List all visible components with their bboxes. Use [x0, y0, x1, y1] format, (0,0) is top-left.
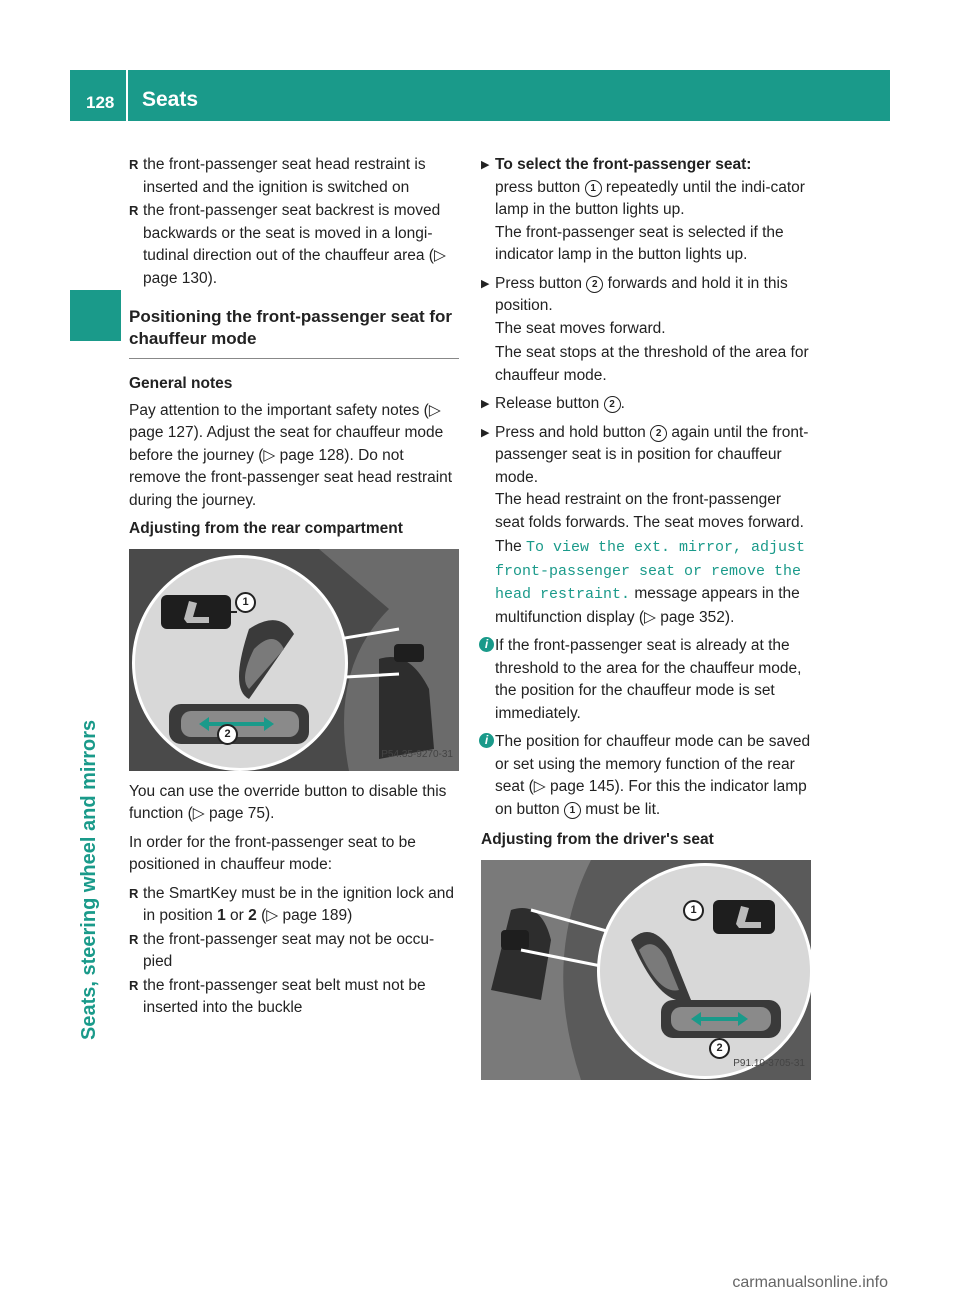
- heading-rule: [129, 358, 459, 359]
- figure-code: P54.35-9270-31: [381, 749, 453, 760]
- general-notes-text: Pay attention to the important safety notes (▷ page 127). Adjust the seat for chauffeur mode before the journey (▷ page 128). Do not remove the front-passenger seat head restraint during the journey.: [129, 401, 453, 509]
- driver-seat-figure: [481, 860, 811, 1080]
- button-1-marker: 1: [585, 180, 602, 197]
- callout-1: 1: [683, 900, 704, 921]
- section-heading: Positioning the front-passenger seat for chauffeur mode: [129, 307, 453, 348]
- sidebar-tab: [70, 290, 121, 341]
- list-item: R the SmartKey must be in the ignition lock and in position 1 or 2 (▷ page 189): [129, 883, 459, 928]
- button-2-marker: 2: [604, 396, 621, 413]
- rear-compartment-figure: [129, 549, 459, 771]
- list-item: R the front-passenger seat belt must not be inserted into the buckle: [129, 975, 459, 1020]
- subheading-rear: Adjusting from the rear compartment: [129, 520, 403, 537]
- callout-2: 2: [709, 1038, 730, 1059]
- button-2-marker: 2: [586, 276, 603, 293]
- button-1-marker: 1: [564, 802, 581, 819]
- callout-2: 2: [217, 724, 238, 745]
- left-column: [129, 154, 459, 1021]
- page-header: [70, 70, 890, 121]
- info-icon: i: [479, 733, 494, 748]
- callout-1: 1: [235, 592, 256, 613]
- step-press-button-2: ▶ Press button 2 forwards and hold it in this position. The seat moves forward. The seat stops at the threshold of the area for chauffeur mode.: [481, 273, 811, 388]
- seat-switch-illustration: [481, 860, 811, 1080]
- figure-code: P91.10-3705-31: [733, 1058, 805, 1069]
- watermark: carmanualsonline.info: [732, 1274, 888, 1291]
- display-message: To view the ext. mirror, adjust front-passenger seat or remove the head restraint.: [495, 539, 806, 603]
- right-column: [481, 154, 811, 1090]
- info-note: i If the front-passenger seat is already at the threshold to the area for the chauffeur mode, the position for the chauffeur mode is set immediately.: [481, 635, 811, 725]
- order-text: In order for the front-passenger seat to be positioned in chauffeur mode:: [129, 833, 416, 873]
- chapter-label: Seats, steering wheel and mirrors: [78, 719, 100, 1040]
- sidebar: [70, 290, 121, 1090]
- page-number: 128: [86, 93, 115, 112]
- step-press-hold: ▶ Press and hold button 2 again until the front-passenger seat is in position for chauffeur mode. The head restraint on the front-passenger seat folds forwards. The seat moves forward. The To view the ext. mirror, adjust front-passenger seat or remove the head restraint. message appears in the multifunction display (▷ page 352).: [481, 422, 811, 630]
- list-item: R the front-passenger seat backrest is moved backwards or the seat is moved in a longi-tudinal direction out of the chauffeur area (▷ page 130).: [129, 200, 459, 290]
- list-item: R the front-passenger seat head restraint is inserted and the ignition is switched on: [129, 154, 459, 199]
- header-divider: [126, 70, 128, 121]
- subheading-driver: Adjusting from the driver's seat: [481, 831, 714, 848]
- step-release: ▶ Release button 2 .: [481, 393, 811, 416]
- step-select-seat: ▶ To select the front-passenger seat: press button 1 repeatedly until the indi-cator lamp in the button lights up. The front-passenger seat is selected if the indicator lamp in the button lights up.: [481, 154, 811, 267]
- seat-switch-illustration: [129, 549, 459, 771]
- section-title: Seats: [142, 88, 199, 111]
- subheading-general-notes: General notes: [129, 375, 233, 392]
- override-text: You can use the override button to disable this function (▷ page 75).: [129, 782, 447, 822]
- button-2-marker: 2: [650, 425, 667, 442]
- info-icon: i: [479, 637, 494, 652]
- list-item: R the front-passenger seat may not be occu-pied: [129, 929, 459, 974]
- info-note: i The position for chauffeur mode can be saved or set using the memory function of the rear seat (▷ page 145). For this the indicator lamp on button 1 must be lit.: [481, 731, 811, 821]
